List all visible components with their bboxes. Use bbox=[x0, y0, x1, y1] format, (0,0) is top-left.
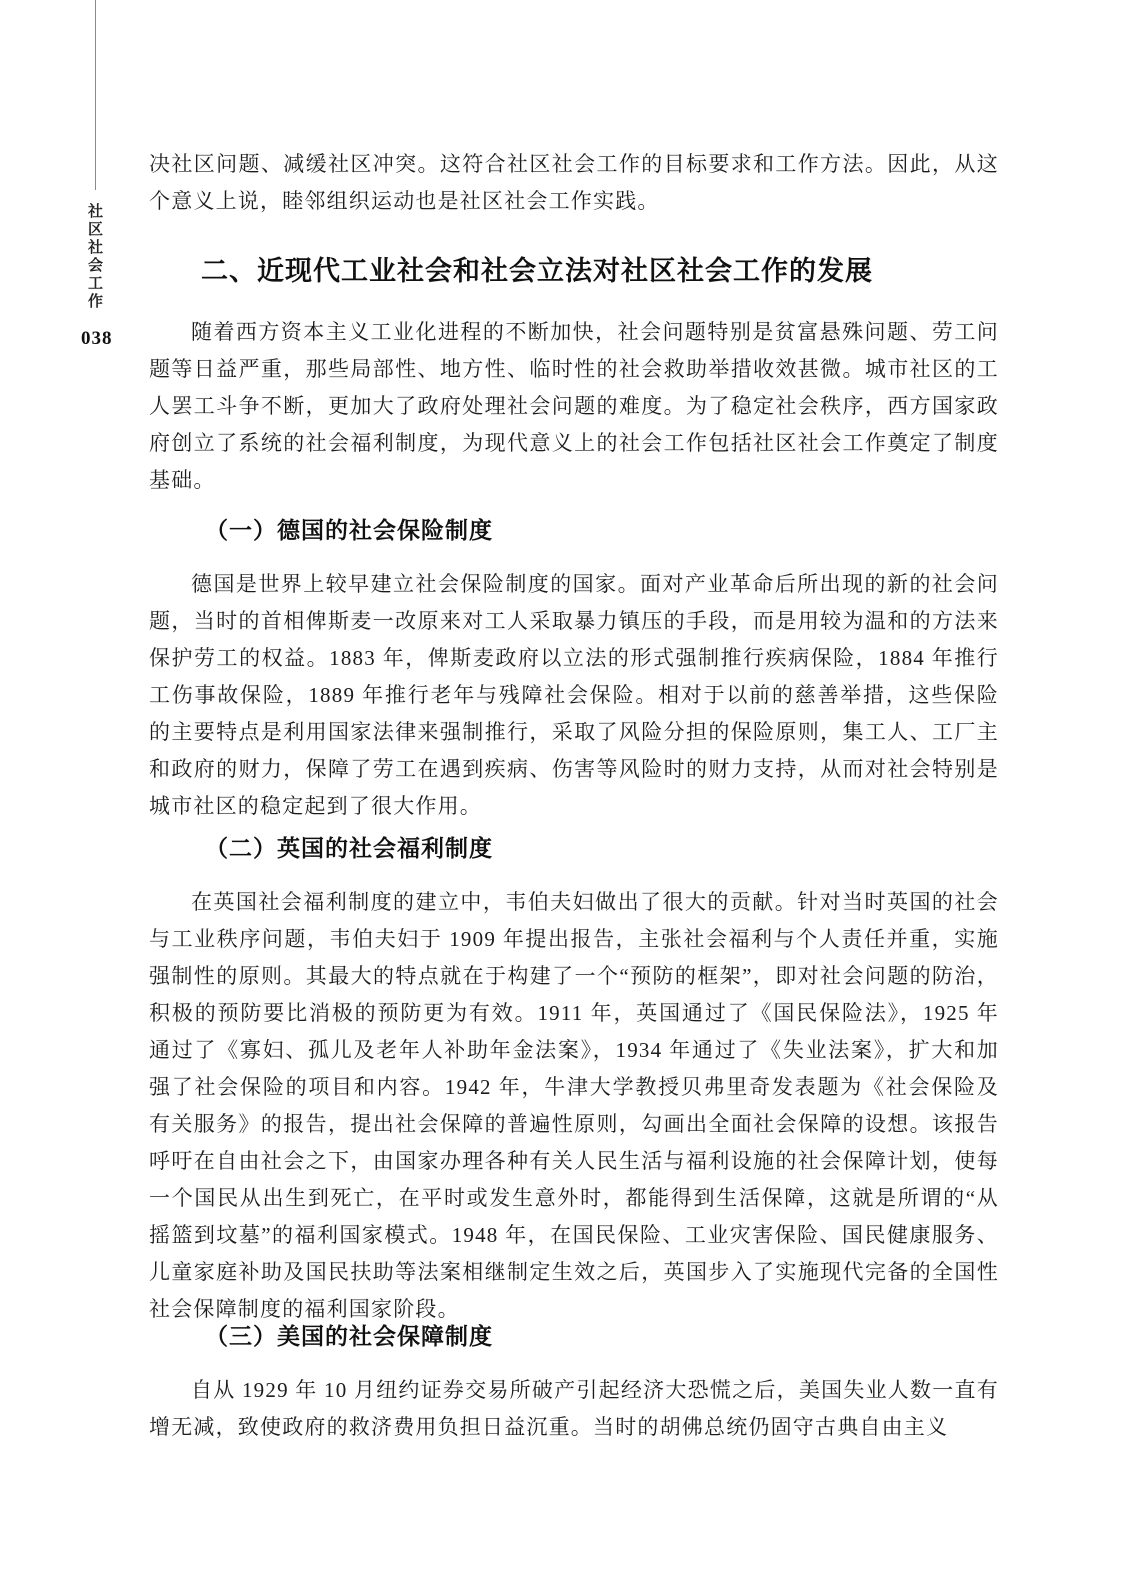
section-heading: 二、近现代工业社会和社会立法对社区社会工作的发展 bbox=[201, 256, 873, 286]
subsection-paragraph-germany: 德国是世界上较早建立社会保险制度的国家。面对产业革命后所出现的新的社会问题，当时的首相俾斯麦一改原来对工人采取暴力镇压的手段，而是用较为温和的方法来保护劳工的权益。1883 年，俾斯麦政府以立法的形式强制推行疾病保险，1884 年推行工伤事故保险，1889 年推行老年与残障社会保险。相对于以前的慈善举措，这些保险的主要特点是利用国家法律来强制推行，采取了风险分担的保险原则，集工人、工厂主和政府的财力，保障了劳工在遇到疾病、伤害等风险时的财力支持，从而对社会特别是城市社区的稳定起到了很大作用。 bbox=[149, 572, 999, 818]
subsection-heading-germany: （一）德国的社会保险制度 bbox=[205, 518, 493, 543]
spine-title-vertical: 社区社会工作 bbox=[86, 203, 103, 311]
section-intro-paragraph: 随着西方资本主义工业化进程的不断加快，社会问题特别是贫富悬殊问题、劳工问题等日益严重，那些局部性、地方性、临时性的社会救助举措收效甚微。城市社区的工人罢工斗争不断，更加大了政府处理社会问题的难度。为了稳定社会秩序，西方国家政府创立了系统的社会福利制度，为现代意义上的社会工作包括社区社会工作奠定了制度基础。 bbox=[149, 320, 999, 492]
subsection-heading-britain: （二）英国的社会福利制度 bbox=[205, 836, 493, 861]
subsection-paragraph-britain: 在英国社会福利制度的建立中，韦伯夫妇做出了很大的贡献。针对当时英国的社会与工业秩序问题，韦伯夫妇于 1909 年提出报告，主张社会福利与个人责任并重，实施强制性的原则。其最大的特点就在于构建了一个“预防的框架”，即对社会问题的防治，积极的预防要比消极的预防更为有效。1911 年，英国通过了《国民保险法》，1925 年通过了《寡妇、孤儿及老年人补助年金法案》，1934 年通过了《失业法案》，扩大和加强了社会保险的项目和内容。1942 年，牛津大学教授贝弗里奇发表题为《社会保险及有关服务》的报告，提出社会保障的普遍性原则，勾画出全面社会保障的设想。该报告呼吁在自由社会之下，由国家办理各种有关人民生活与福利设施的社会保障计划，使每一个国民从出生到死亡，在平时或发生意外时，都能得到生活保障，这就是所谓的“从摇篮到坟墓”的福利国家模式。1948 年，在国民保险、工业灾害保险、国民健康服务、儿童家庭补助及国民扶助等法案相继制定生效之后，英国步入了实施现代完备的全国性社会保障制度的福利国家阶段。 bbox=[149, 890, 999, 1321]
subsection-heading-america: （三）美国的社会保障制度 bbox=[205, 1324, 493, 1349]
subsection-paragraph-america: 自从 1929 年 10 月纽约证券交易所破产引起经济大恐慌之后，美国失业人数一直有增无减，致使政府的救济费用负担日益沉重。当时的胡佛总统仍固守古典自由主义 bbox=[149, 1378, 999, 1439]
carryover-paragraph: 决社区问题、减缓社区冲突。这符合社区社会工作的目标要求和工作方法。因此，从这个意义上说，睦邻组织运动也是社区社会工作实践。 bbox=[149, 152, 999, 213]
page-number: 038 bbox=[81, 328, 113, 349]
margin-rule bbox=[95, 0, 96, 190]
